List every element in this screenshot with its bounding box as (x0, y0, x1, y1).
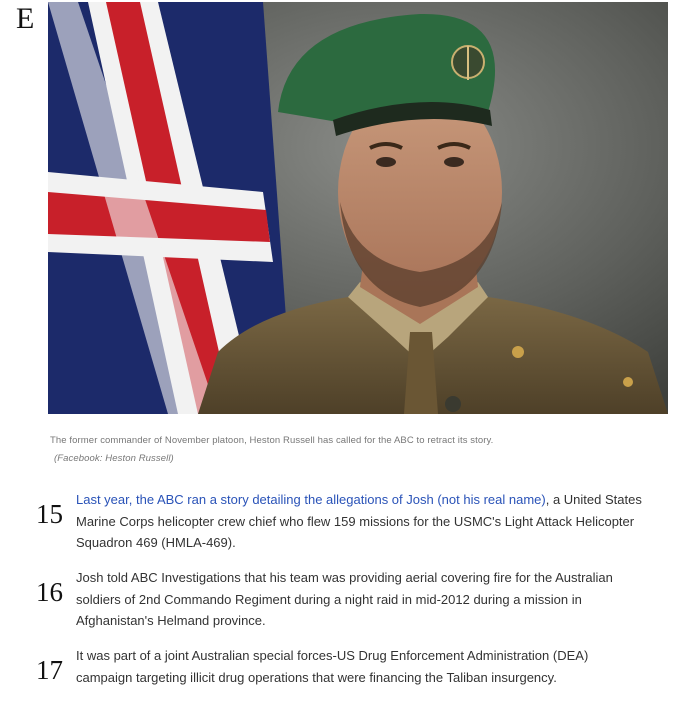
paragraph-17 (36, 645, 646, 688)
portrait-photo-icon (48, 2, 668, 414)
paragraph-text: It was part of a joint Australian special forces-US Drug Enforcement Administration (DEA) campaign targeting illicit drug operations that were financing the Taliban insurgency. (76, 648, 589, 685)
paragraph-text: Josh told ABC Investigations that his team was providing aerial covering fire for the Australian soldiers of 2nd Commando Regiment during a night raid in mid-2012 during a mission in Afghanistan's Helmand province. (76, 570, 613, 628)
paragraph-number: 16 (36, 577, 63, 607)
paragraph-number: 17 (36, 655, 63, 685)
paragraph-16 (36, 567, 646, 632)
paragraph-15 (36, 489, 646, 554)
photo-caption (50, 432, 650, 468)
paragraph-text (76, 489, 646, 554)
story-link[interactable]: Last year, the ABC ran a story detailing the allegations of Josh (not his real name) (76, 492, 546, 507)
portrait-photo (48, 2, 668, 414)
caption-credit: (Facebook: Heston Russell) (54, 453, 174, 465)
paragraph-body: , a United States Marine Corps helicopter crew chief who flew 159 missions for the USMC's Light Attack Helicopter Squadron 469 (HMLA-469). (76, 492, 642, 550)
paragraph-number: 15 (36, 499, 63, 529)
section-letter: E (16, 2, 35, 35)
caption-text: The former commander of November platoon, Heston Russell has called for the ABC to retract its story. (50, 435, 494, 446)
